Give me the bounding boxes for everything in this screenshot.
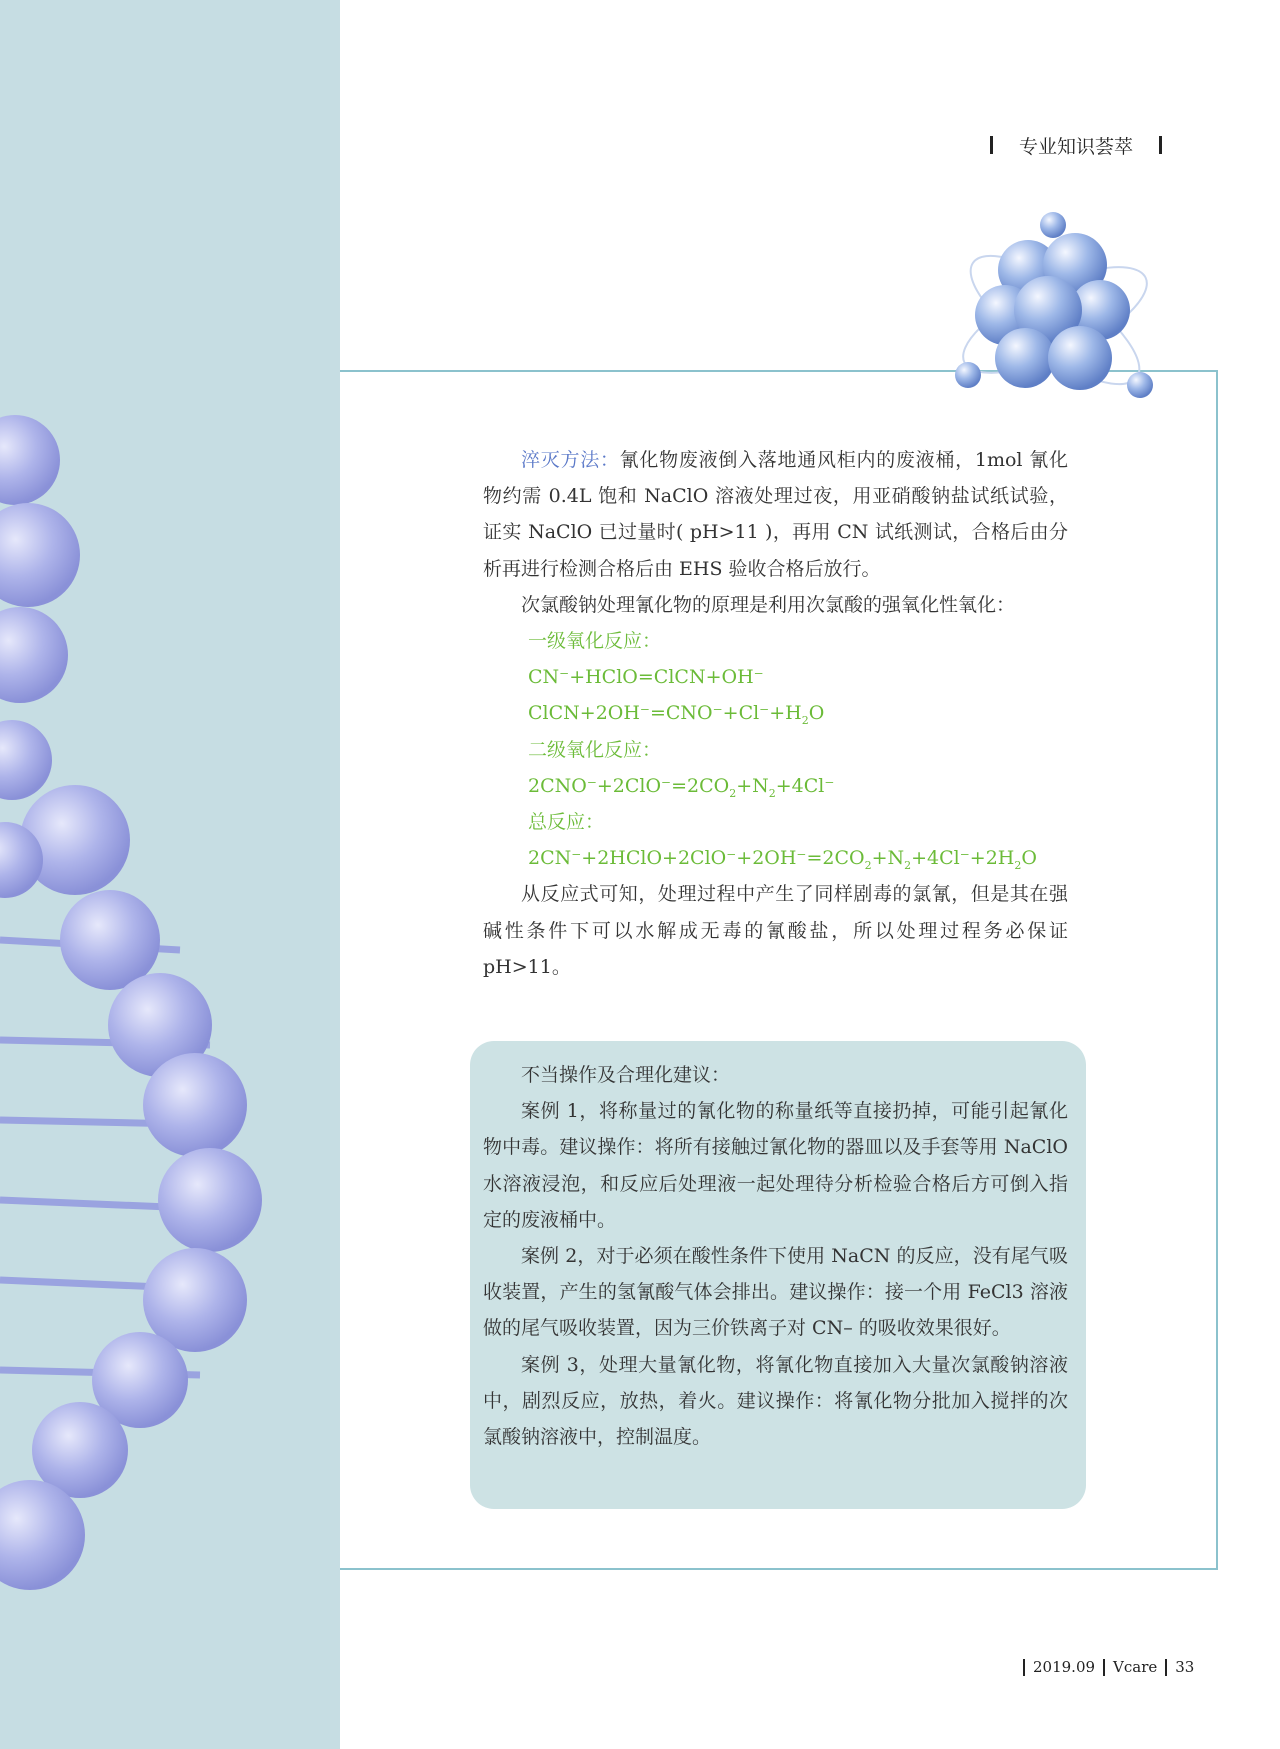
page-number: 33 [1175, 1658, 1195, 1676]
page-footer [1015, 1655, 1194, 1679]
quench-method-paragraph [483, 442, 1068, 587]
magazine-name: Vcare [1113, 1658, 1158, 1676]
reaction2-equation: $2CNO^-+2ClO^-=2CO_2+N_2+4Cl^-$ [528, 774, 835, 800]
reaction1-equation2: $ClCN+2OH^-=CNO^-+Cl^-+H_2O$ [528, 702, 825, 728]
quench-method-text: 氰化物废液倒入落地通风柜内的废液桶，1mol 氰化物约需 0.4L 饱和 NaClO 溶液处理过夜，用亚硝酸钠盐试纸试验，证实 NaClO 已过量时( pH>11 )，再用 CN 试纸测试，合格后由分析再进行检测合格后由 EHS 验收合格后放行。 [483, 449, 1068, 580]
sidebar-decoration [0, 0, 340, 1749]
principle-paragraph: 次氯酸钠处理氰化物的原理是利用次氯酸的强氧化性氧化： [521, 593, 1016, 616]
footer-divider [1165, 1659, 1167, 1676]
section-header [990, 130, 1190, 160]
reaction1-title: 一级氧化反应： [528, 630, 662, 653]
total-reaction: 总反应：$2CN^-+2HClO+2ClO^-+2OH^-=2CO_2+N_2+4Cl^-+2H_2O$ [528, 811, 1037, 873]
atom-illustration [950, 210, 1160, 430]
header-divider-right [1159, 136, 1162, 154]
quench-method-label: 淬灭方法： [521, 449, 620, 471]
case-1-paragraph: 案例 1，将称量过的氰化物的称量纸等直接扔掉，可能引起氰化物中毒。建议操作：将所有接触过氰化物的器皿以及手套等用 NaClO 水溶液浸泡，和反应后处理液一起处理待分析检验合格后方可倒入指定的废液桶中。 [483, 1100, 1068, 1231]
advice-box-content [483, 1057, 1068, 1455]
reaction1-equation1: CN⁻+HClO=ClCN+OH⁻ [528, 666, 764, 689]
header-divider-left [990, 136, 993, 154]
footer-divider [1103, 1659, 1105, 1676]
advice-title: 不当操作及合理化建议： [521, 1064, 731, 1086]
reaction2-title: 二级氧化反应： [528, 738, 662, 761]
issue-date: 2019.09 [1033, 1658, 1096, 1676]
article-body [483, 442, 1068, 985]
case-2-paragraph: 案例 2，对于必须在酸性条件下使用 NaCN 的反应，没有尾气吸收装置，产生的氢氰酸气体会排出。建议操作：接一个用 FeCl3 溶液做的尾气吸收装置，因为三价铁离子对 CN– 的吸收效果很好。 [483, 1245, 1068, 1340]
case-3-paragraph: 案例 3，处理大量氰化物，将氰化物直接加入大量次氯酸钠溶液中，剧烈反应，放热，着火。建议操作：将氰化物分批加入搅拌的次氯酸钠溶液中，控制温度。 [483, 1353, 1068, 1449]
dna-illustration [0, 0, 340, 1749]
total-reaction-label: 总反应： [528, 811, 605, 834]
conclusion-paragraph: 从反应式可知，处理过程中产生了同样剧毒的氯氰，但是其在强碱性条件下可以水解成无毒的氰酸盐，所以处理过程务必保证 pH>11。 [483, 883, 1068, 978]
footer-divider [1023, 1659, 1025, 1676]
advice-box [470, 1041, 1086, 1509]
section-title: 专业知识荟萃 [1019, 135, 1134, 158]
